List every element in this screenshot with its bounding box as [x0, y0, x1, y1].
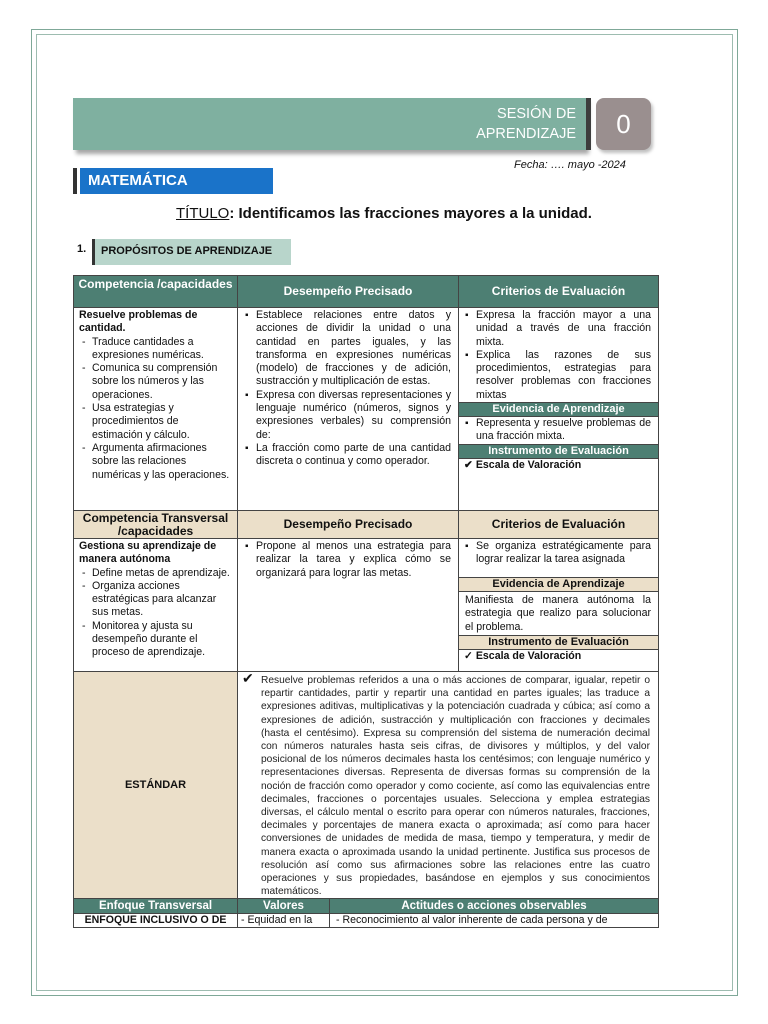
desempeno-list — [244, 309, 451, 469]
instrumento-header: Instrumento de Evaluación — [458, 444, 659, 459]
header-competencia: Competencia /capacidades — [73, 275, 238, 308]
desempeno-cell — [237, 307, 459, 511]
transversal-title: Gestiona su aprendizaje de manera autónoma — [79, 540, 217, 566]
evidencia-list — [464, 417, 651, 444]
transversal-instrumento-header: Instrumento de Evaluación — [458, 635, 659, 650]
list-item: ▪ Establece relaciones entre datos y acciones de dividir la unidad o una cantidad en partes iguales, y las transforma en expresiones numéricas (modelo) de fracciones y de adición, sustracción y multiplicación de estas. — [256, 309, 451, 389]
transversal-desempeno-cell — [237, 538, 459, 672]
check-icon: ✔ — [242, 671, 254, 686]
page-title — [0, 205, 768, 222]
transversal-instrumento-cell — [458, 649, 659, 672]
transversal-desempeno-list — [244, 540, 451, 580]
banner-line-2: APRENDIZAJE — [476, 126, 576, 142]
list-item: ▪ Representa y resuelve problemas de una fracción mixta. — [476, 417, 651, 444]
title-text: : Identificamos las fracciones mayores a la unidad. — [229, 205, 592, 222]
list-item: - Argumenta afirmaciones sobre las relaciones numéricas y las operaciones. — [92, 442, 232, 482]
list-item: ▪ Expresa la fracción mayor a una unidad a través de una fracción mixta. — [476, 309, 651, 349]
estandar-text: Resuelve problemas referidos a una o más acciones de comparar, igualar, repetir o repartir cantidades, partir y repartir una cantidad en partes iguales; las traduce a expresiones aditivas, multiplicativas y la potenciación cuadrada y cúbica; así como a expresiones de adición, sustracción y multiplicación con fracciones y decimales (hasta el centésimo). Expresa su comprensión del sistema de numeración decimal con números naturales hasta seis cifras, de divisores y múltiplos, y del valor posicional de los números decimales hasta los centésimos; con lenguaje numérico y representaciones diversas. Representa de diversas formas su comprensión de la noción de fracción como operador y como cociente, así como las equivalencias entre decimales, fracciones o porcentajes usuales. Selecciona y emplea estrategias diversas, el cálculo mental o escrito para operar con números naturales, fracciones, decimales y porcentajes de manera exacta o aproximada; así como para hacer conversiones de unidades de medida de masa, tiempo y temperatura, y medir de manera exacta o aproximada usando la unidad pertinente. Justifica sus procesos de resolución así como sus afirmaciones sobre las relaciones entre las cuatro operaciones y sus propiedades, basándose en ejemplos y sus conocimientos matemáticos. — [261, 675, 650, 898]
transversal-evidencia-header: Evidencia de Aprendizaje — [458, 577, 659, 592]
transversal-evidencia-cell: Manifiesta de manera autónoma la estrategia que realizo para solucionar el problema. — [458, 591, 659, 636]
list-item: ▪ Se organiza estratégicamente para lograr realizar la tarea asignada — [476, 540, 651, 567]
estandar-label: ESTÁNDAR — [73, 671, 238, 899]
banner-separator — [586, 98, 591, 150]
list-item: ▪ Explica las razones de sus procedimientos, estrategias para resolver problemas con fracciones mixtas — [476, 349, 651, 402]
list-item: - Traduce cantidades a expresiones numéricas. — [92, 336, 232, 363]
transversal-criterio-list — [464, 540, 651, 567]
enfoque-cell: ENFOQUE INCLUSIVO O DE — [73, 913, 238, 928]
criterios-cell — [458, 307, 659, 403]
area-accent-bar — [73, 168, 77, 194]
list-item: - Comunica su comprensión sobre los números y las operaciones. — [92, 362, 232, 402]
header-criterios: Criterios de Evaluación — [458, 275, 659, 308]
valores-cell: - Equidad en la — [237, 913, 330, 928]
transversal-capacidades-list — [79, 567, 232, 660]
header-desempeno-transversal: Desempeño Precisado — [237, 510, 459, 539]
header-actitudes: Actitudes o acciones observables — [329, 898, 659, 914]
session-number: 0 — [596, 98, 651, 150]
list-item: - Organiza acciones estratégicas para alcanzar sus metas. — [92, 580, 232, 620]
list-item: - Monitorea y ajusta su desempeño durante el proceso de aprendizaje. — [92, 620, 232, 660]
title-label: TÍTULO — [176, 205, 230, 222]
evidencia-header: Evidencia de Aprendizaje — [458, 402, 659, 417]
criterios-list — [464, 309, 651, 402]
estandar-cell — [237, 671, 659, 899]
header-competencia-transversal: Competencia Transversal /capacidades — [73, 510, 238, 539]
session-banner — [73, 98, 586, 150]
list-item: ▪ Expresa con diversas representaciones y lenguaje numérico (números, signos y expresiones verbales) su comprensión de: — [256, 389, 451, 442]
list-item: - Usa estrategias y procedimientos de estimación y cálculo. — [92, 402, 232, 442]
transversal-criterio-cell — [458, 538, 659, 578]
section-title: PROPÓSITOS DE APRENDIZAJE — [95, 239, 291, 265]
banner-line-1: SESIÓN DE — [497, 106, 576, 122]
header-desempeno: Desempeño Precisado — [237, 275, 459, 308]
list-item: ▪ Propone al menos una estrategia para realizar la tarea y explica cómo se organizará para lograr las metas. — [256, 540, 451, 580]
banner-title — [436, 104, 576, 144]
instrumento-value: Escala de Valoración — [475, 459, 582, 471]
actitudes-cell: - Reconocimiento al valor inherente de cada persona y de — [329, 913, 659, 928]
capacidades-list — [79, 336, 232, 482]
list-item: ▪ La fracción como parte de una cantidad discreta o continua y como operador. — [256, 442, 451, 469]
list-item: - Define metas de aprendizaje. — [92, 567, 232, 580]
header-criterios-transversal: Criterios de Evaluación — [458, 510, 659, 539]
evidencia-cell — [458, 416, 659, 445]
header-enfoque: Enfoque Transversal — [73, 898, 238, 914]
transversal-instrumento-value: Escala de Valoración — [475, 650, 582, 662]
header-valores: Valores — [237, 898, 330, 914]
check-icon: ✓ — [464, 650, 473, 662]
section-number: 1. — [77, 243, 87, 255]
transversal-competencia-cell — [73, 538, 238, 672]
area-title: MATEMÁTICA — [80, 168, 273, 194]
competencia-title: Resuelve problemas de cantidad. — [79, 309, 198, 335]
check-icon: ✔ — [464, 459, 473, 471]
instrumento-cell — [458, 458, 659, 511]
date-label: Fecha: …. mayo -2024 — [514, 159, 626, 171]
competencia-cell — [73, 307, 238, 511]
